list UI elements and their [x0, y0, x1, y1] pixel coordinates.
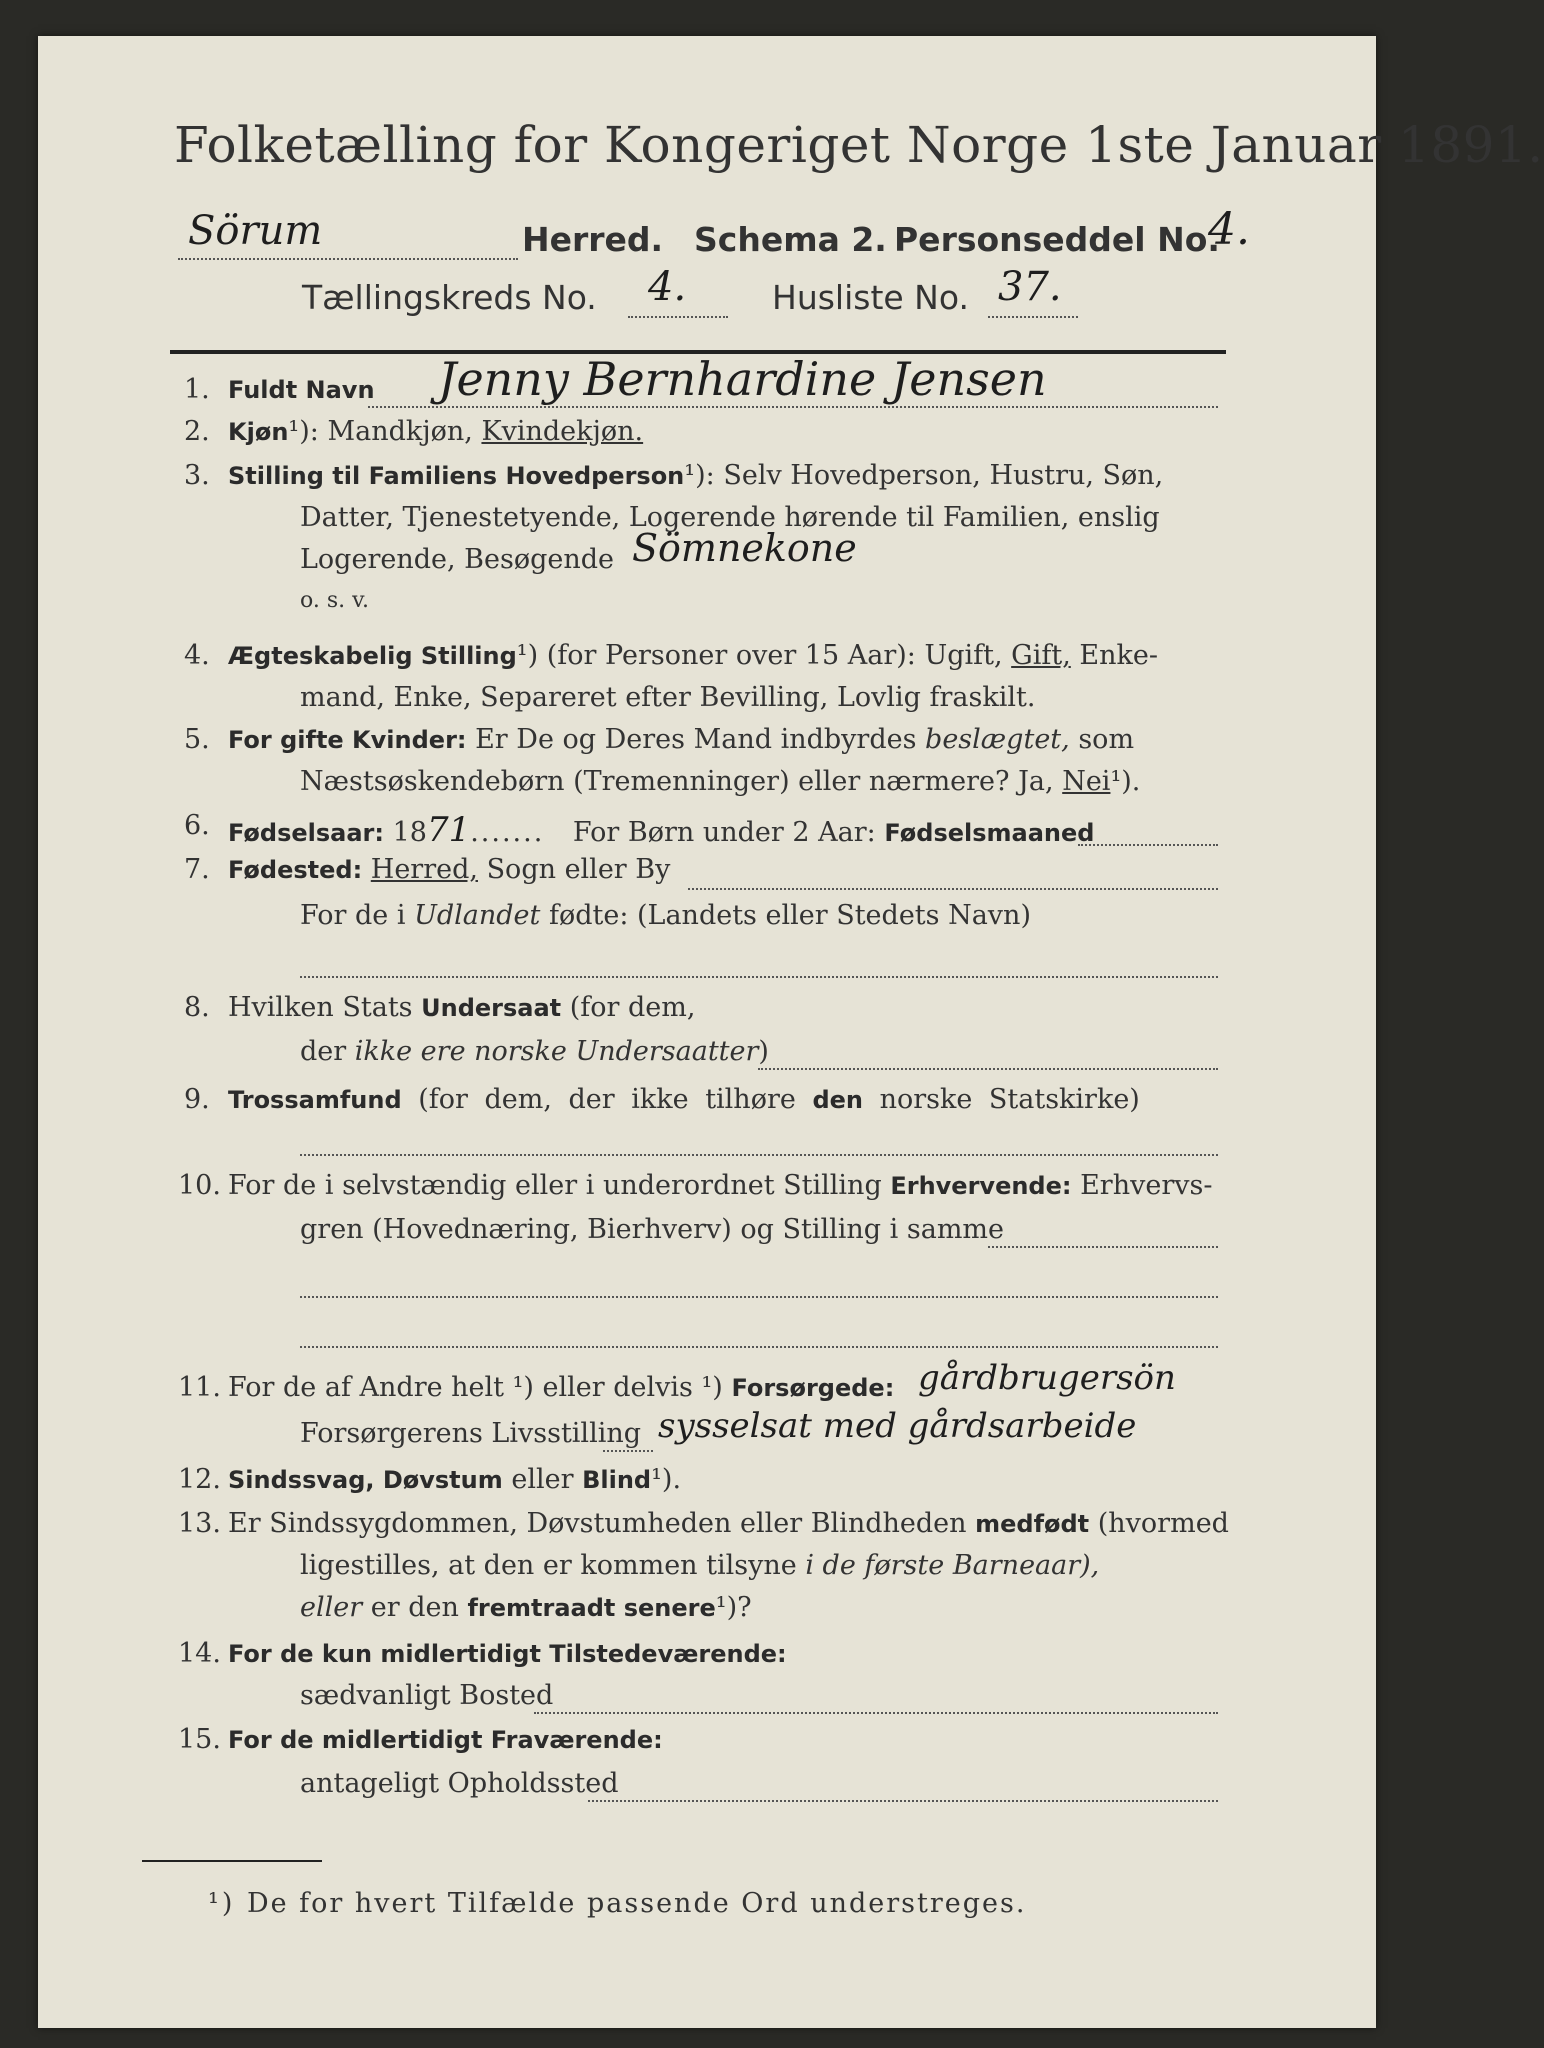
q14-number: 14. — [178, 1638, 221, 1669]
q1-full-name: Jenny Bernhardine Jensen — [438, 352, 1047, 406]
q3-line1: Stilling til Familiens Hovedperson¹): Selv Hovedperson, Hustru, Søn, — [228, 460, 1164, 491]
q7-number: 7. — [184, 854, 210, 885]
q7-selected: Herred, — [370, 854, 478, 885]
q11-line2: Forsørgerens Livsstilling — [300, 1418, 642, 1449]
q5-selected: Nei — [1062, 766, 1111, 797]
personseddel-label: Personseddel No. — [894, 220, 1220, 259]
footnote-rule — [142, 1860, 322, 1862]
q3-number: 3. — [184, 460, 210, 491]
q15-line2: antageligt Opholdssted — [300, 1768, 619, 1799]
q1-label: Fuldt Navn — [228, 376, 375, 404]
q5-number: 5. — [184, 724, 210, 755]
herred-label: Herred. — [522, 220, 664, 259]
personseddel-value: 4. — [1208, 204, 1250, 255]
q10-number: 10. — [178, 1170, 221, 1201]
herred-value: Sörum — [188, 208, 323, 254]
census-form — [38, 36, 1544, 2028]
q3-line4: o. s. v. — [300, 588, 369, 613]
husliste-value: 37. — [998, 264, 1062, 310]
q7-line2: For de i Udlandet fødte: (Landets eller Stedets Navn) — [300, 900, 1031, 931]
q6-year-value: 71 — [426, 810, 471, 850]
q11-value2: sysselsat med gårdsarbeide — [658, 1406, 1137, 1446]
q5-line1: For gifte Kvinder: Er De og Deres Mand indbyrdes beslægtet, som — [228, 724, 1135, 755]
footnote: ¹) De for hvert Tilfælde passende Ord understreges. — [208, 1888, 1027, 1919]
q8-line1: Hvilken Stats Undersaat (for dem, — [228, 992, 696, 1023]
q12-line: Sindssvag, Døvstum eller Blind¹). — [228, 1464, 682, 1495]
schema-label: Schema 2. — [694, 220, 887, 259]
q8-number: 8. — [184, 992, 210, 1023]
q3-line3: Logerende, Besøgende — [300, 544, 614, 575]
q8-line2: der ikke ere norske Undersaatter) — [300, 1036, 769, 1067]
q11-line1: For de af Andre helt ¹) eller delvis ¹) Forsørgede: — [228, 1372, 895, 1403]
q4-number: 4. — [184, 640, 210, 671]
q9-number: 9. — [184, 1084, 210, 1115]
q4-selected: Gift, — [1011, 640, 1071, 671]
q11-number: 11. — [178, 1372, 221, 1403]
q11-value1: gårdbrugersön — [918, 1358, 1176, 1398]
q4-line2: mand, Enke, Separeret efter Bevilling, Lovlig fraskilt. — [300, 682, 1036, 713]
q2-number: 2. — [184, 416, 210, 447]
kreds-label: Tællingskreds No. — [302, 278, 597, 317]
kreds-value: 4. — [648, 264, 687, 310]
q10-line2: gren (Hovednæring, Bierhverv) og Stilling i samme — [300, 1214, 1005, 1245]
q6-line: Fødselsaar: 1871....... For Børn under 2 Aar: Fødselsmaaned — [228, 810, 1095, 850]
q2-line: Kjøn¹): Mandkjøn, Kvindekjøn. — [228, 416, 644, 447]
form-title: Folketælling for Kongeriget Norge 1ste Januar 1891. — [174, 116, 1544, 174]
q13-line1: Er Sindssygdommen, Døvstumheden eller Blindheden medfødt (hvormed — [228, 1508, 1229, 1539]
q4-line1: Ægteskabelig Stilling¹) (for Personer over 15 Aar): Ugift, Gift, Enke- — [228, 640, 1158, 671]
q1-number: 1. — [184, 374, 210, 405]
q12-number: 12. — [178, 1464, 221, 1495]
q13-number: 13. — [178, 1508, 221, 1539]
q14-line2: sædvanligt Bosted — [300, 1680, 554, 1711]
q10-line1: For de i selvstændig eller i underordnet Stilling Erhvervende: Erhvervs- — [228, 1170, 1213, 1201]
q9-line: Trossamfund (for dem, der ikke tilhøre den norske Statskirke) — [228, 1084, 1140, 1115]
q13-line2: ligestilles, at den er kommen tilsyne i de første Barneaar), — [300, 1550, 1100, 1581]
q14-label: For de kun midlertidigt Tilstedeværende: — [228, 1640, 787, 1668]
q2-selected: Kvindekjøn. — [481, 416, 644, 447]
q13-line3: eller er den fremtraadt senere¹)? — [300, 1592, 752, 1623]
husliste-label: Husliste No. — [772, 278, 969, 317]
q3-line2: Datter, Tjenestetyende, Logerende hørende til Familien, enslig — [300, 502, 1160, 533]
q7-line1: Fødested: Herred, Sogn eller By — [228, 854, 671, 885]
q15-number: 15. — [178, 1724, 221, 1755]
q6-number: 6. — [184, 810, 210, 841]
q3-value: Sömnekone — [632, 526, 857, 570]
q5-line2: Næstsøskendebørn (Tremenninger) eller nærmere? Ja, Nei¹). — [300, 766, 1141, 797]
q15-label: For de midlertidigt Fraværende: — [228, 1726, 663, 1754]
